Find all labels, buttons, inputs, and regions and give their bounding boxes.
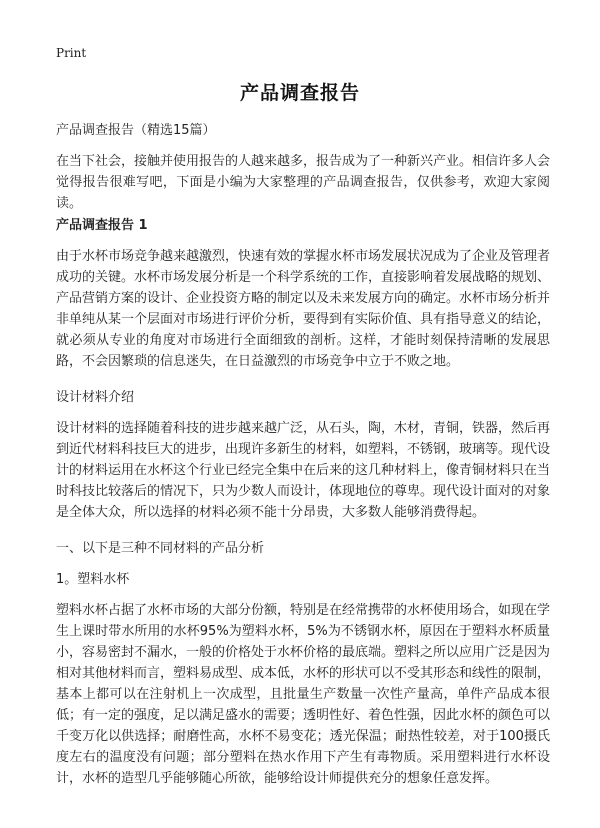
section-heading-plastic-cup: 1。塑料水杯 — [56, 572, 130, 587]
section-heading-design-materials: 设计材料介绍 — [56, 390, 135, 405]
section-heading-product-analysis: 一、以下是三种不同材料的产品分析 — [56, 541, 265, 556]
page-title: 产品调查报告 — [239, 82, 360, 104]
section-heading-report-1: 产品调查报告 1 — [56, 218, 148, 233]
section-paragraph-design-materials: 设计材料的选择随着科技的进步越来越广泛，从石头，陶，木材，青铜，铁器，然后再到近代材料科技巨大的进步，出现许多新生的材料，如塑料，不锈钢，玻璃等。现代设计的材料运用在水杯这个行业已经完全集中在后来的这几种材料上，像青铜材料只在当时科技比较落后的情况下，只为少数人而设计，体现地位的尊卑。现代设计面对的对象是全体大众，所以选择的材料必须不能十分昂贵，大多数人能够消费得起。 — [56, 421, 551, 520]
document-subtitle: 产品调查报告（精选15篇） — [56, 123, 216, 138]
print-link[interactable]: Print — [56, 46, 87, 60]
intro-paragraph: 在当下社会，接触并使用报告的人越来越多，报告成为了一种新兴产业。相信许多人会觉得报告很难写吧，下面是小编为大家整理的产品调查报告，仅供参考，欢迎大家阅读。 — [56, 154, 551, 211]
section-paragraph-report-1: 由于水杯市场竞争越来越激烈，快速有效的掌握水杯市场发展状况成为了企业及管理者成功的关键。水杯市场发展分析是一个科学系统的工作，直接影响着发展战略的规划、产品营销方案的设计、企业投资方略的制定以及未来发展方向的确定。水杯市场分析并非单纯从某一个层面对市场进行评价分析，要得到有实际价值、具有指导意义的结论，就必须从专业的角度对市场进行全面细致的剖析。这样，才能时刻保持清晰的发展思路，不会因繁琐的信息迷失，在日益激烈的市场竞争中立于不败之地。 — [56, 249, 551, 369]
section-paragraph-plastic-cup: 塑料水杯占据了水杯市场的大部分份额，特别是在经常携带的水杯使用场合，如现在学生上课时带水所用的水杯95%为塑料水杯，5%为不锈钢水杯，原因在于塑料水杯质量小，容易密封不漏水，一般的价格处于水杯价格的最底端。塑料之所以应用广泛是因为相对其他材料而言，塑料易成型、成本低，水杯的形状可以不受其形态和线性的限制，基本上都可以在注射机上一次成型，且批量生产数量一次性产量高，单件产品成本很低；有一定的强度，足以满足盛水的需要；透明性好、着色性强，因此水杯的颜色可以千变万化以供选择；耐磨性高，水杯不易变花；透光保温；耐热性较差，对于100摄氏度左右的温度没有问题；部分塑料在热水作用下产生有毒物质。采用塑料进行水杯设计，水杯的造型几乎能够随心所欲，能够给设计师提供充分的想象任意发挥。 — [56, 603, 551, 786]
